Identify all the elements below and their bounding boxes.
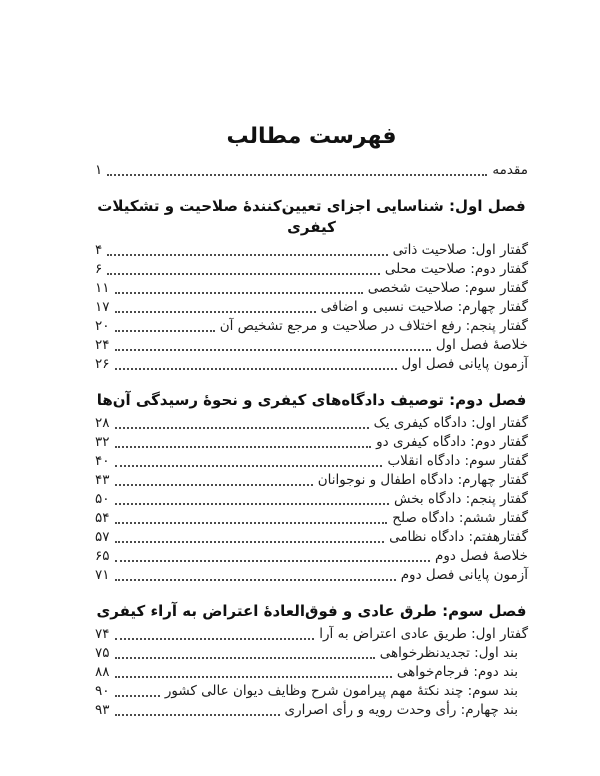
dot-leader xyxy=(115,695,160,697)
dot-leader xyxy=(115,465,383,467)
toc-entry xyxy=(95,547,528,566)
entry-page-number: ۴ xyxy=(95,242,103,258)
entry-page-number: ۷۱ xyxy=(95,567,110,583)
entry-label: گفتار چهارم: دادگاه اطفال و نوجوانان xyxy=(317,472,528,488)
entry-label: گفتار اول: صلاحیت ذاتی xyxy=(392,242,528,258)
entry-page-number: ۱۱ xyxy=(95,280,110,296)
entry-page-number: ۷۴ xyxy=(95,626,110,642)
toc-entry xyxy=(95,414,528,433)
entry-page-number: ۹۳ xyxy=(95,702,110,718)
entry-page-number: ۱۷ xyxy=(95,299,110,315)
entry-label: گفتار دوم: صلاحیت محلی xyxy=(384,261,528,277)
dot-leader xyxy=(115,638,315,640)
entry-page-number: ۶۵ xyxy=(95,548,110,564)
dot-leader xyxy=(107,273,380,275)
dot-leader xyxy=(115,560,431,562)
dot-leader xyxy=(107,174,487,176)
toc-entry xyxy=(95,566,528,585)
entry-label: مقدمه xyxy=(492,162,528,178)
entry-label: گفتار پنجم: دادگاه بخش xyxy=(394,491,528,507)
entry-page-number: ۲۸ xyxy=(95,415,110,431)
entry-label: آزمون پایانی فصل اول xyxy=(401,356,528,372)
entry-label: بند اول: تجدیدنظرخواهی xyxy=(379,645,518,661)
entry-label: گفتار اول: طریق عادی اعتراض به آرا xyxy=(319,626,528,642)
entry-label: بند چهارم: رأی وحدت رویه و رأی اصراری xyxy=(284,702,518,718)
toc-entry xyxy=(95,644,528,663)
entry-page-number: ۱ xyxy=(95,162,103,178)
toc-entry xyxy=(95,260,528,279)
entry-page-number: ۵۰ xyxy=(95,491,110,507)
dot-leader xyxy=(115,503,389,505)
entry-label: گفتار ششم: دادگاه صلح xyxy=(392,510,528,526)
entry-label: بند سوم: چند نکتهٔ مهم پیرامون شرح وظایف دیوان عالی کشور xyxy=(164,683,518,699)
entry-page-number: ۲۶ xyxy=(95,356,110,372)
toc-entry xyxy=(95,625,528,644)
entry-page-number: ۴۳ xyxy=(95,472,110,488)
dot-leader xyxy=(115,292,363,294)
entry-label: گفتار دوم: دادگاه کیفری دو xyxy=(376,434,528,450)
entry-page-number: ۵۷ xyxy=(95,529,110,545)
entry-label: خلاصهٔ فصل دوم xyxy=(435,548,528,564)
entry-label: بند دوم: فرجام‌خواهی xyxy=(396,664,518,680)
entry-page-number: ۲۰ xyxy=(95,318,110,334)
dot-leader xyxy=(115,657,375,659)
chapter-heading: فصل سوم: طرق عادی و فوق‌العادهٔ اعتراض به آراء کیفری xyxy=(96,602,527,620)
toc-entry xyxy=(95,682,528,701)
dot-leader xyxy=(115,427,369,429)
toc-entry xyxy=(95,452,528,471)
toc-entry xyxy=(95,433,528,452)
toc-body xyxy=(95,161,528,720)
toc-entry xyxy=(95,355,528,374)
dot-leader xyxy=(115,330,215,332)
entry-label: آزمون پایانی فصل دوم xyxy=(400,567,528,583)
entry-label: گفتار سوم: دادگاه انقلاب xyxy=(387,453,528,469)
toc-entry xyxy=(95,279,528,298)
entry-label: گفتار اول: دادگاه کیفری یک xyxy=(373,415,528,431)
dot-leader xyxy=(115,676,392,678)
dot-leader xyxy=(107,254,387,256)
chapter-heading: فصل دوم: توصیف دادگاه‌های کیفری و نحوهٔ رسیدگی آن‌ها xyxy=(96,391,527,409)
toc-entry xyxy=(95,336,528,355)
entry-page-number: ۵۴ xyxy=(95,510,110,526)
toc-entry xyxy=(95,663,528,682)
entry-label: گفتارهفتم: دادگاه نظامی xyxy=(389,529,528,545)
dot-leader xyxy=(115,484,313,486)
dot-leader xyxy=(115,522,388,524)
toc-entry xyxy=(95,241,528,260)
entry-label: گفتار سوم: صلاحیت شخصی xyxy=(367,280,528,296)
toc-entry xyxy=(95,509,528,528)
toc-entry xyxy=(95,161,528,180)
dot-leader xyxy=(115,368,397,370)
dot-leader xyxy=(115,446,372,448)
toc-entry xyxy=(95,528,528,547)
entry-page-number: ۷۵ xyxy=(95,645,110,661)
entry-page-number: ۶ xyxy=(95,261,103,277)
dot-leader xyxy=(115,714,280,716)
toc-entry xyxy=(95,471,528,490)
entry-page-number: ۴۰ xyxy=(95,453,110,469)
dot-leader xyxy=(115,349,431,351)
entry-label: خلاصهٔ فصل اول xyxy=(435,337,528,353)
entry-page-number: ۲۴ xyxy=(95,337,110,353)
toc-entry xyxy=(95,701,528,720)
toc-entry xyxy=(95,490,528,509)
toc-entry xyxy=(95,317,528,336)
dot-leader xyxy=(115,541,385,543)
dot-leader xyxy=(115,579,396,581)
toc-entry xyxy=(95,298,528,317)
entry-page-number: ۳۲ xyxy=(95,434,110,450)
entry-page-number: ۹۰ xyxy=(95,683,110,699)
dot-leader xyxy=(115,311,316,313)
page-title: فهرست مطالب xyxy=(226,124,397,149)
entry-label: گفتار پنجم: رفع اختلاف در صلاحیت و مرجع تشخیص آن xyxy=(219,318,528,334)
entry-label: گفتار چهارم: صلاحیت نسبی و اضافی xyxy=(320,299,528,315)
entry-page-number: ۸۸ xyxy=(95,664,110,680)
chapter-heading: فصل اول: شناسایی اجزای تعیین‌کنندهٔ صلاحیت و تشکیلات کیفری xyxy=(97,197,526,236)
